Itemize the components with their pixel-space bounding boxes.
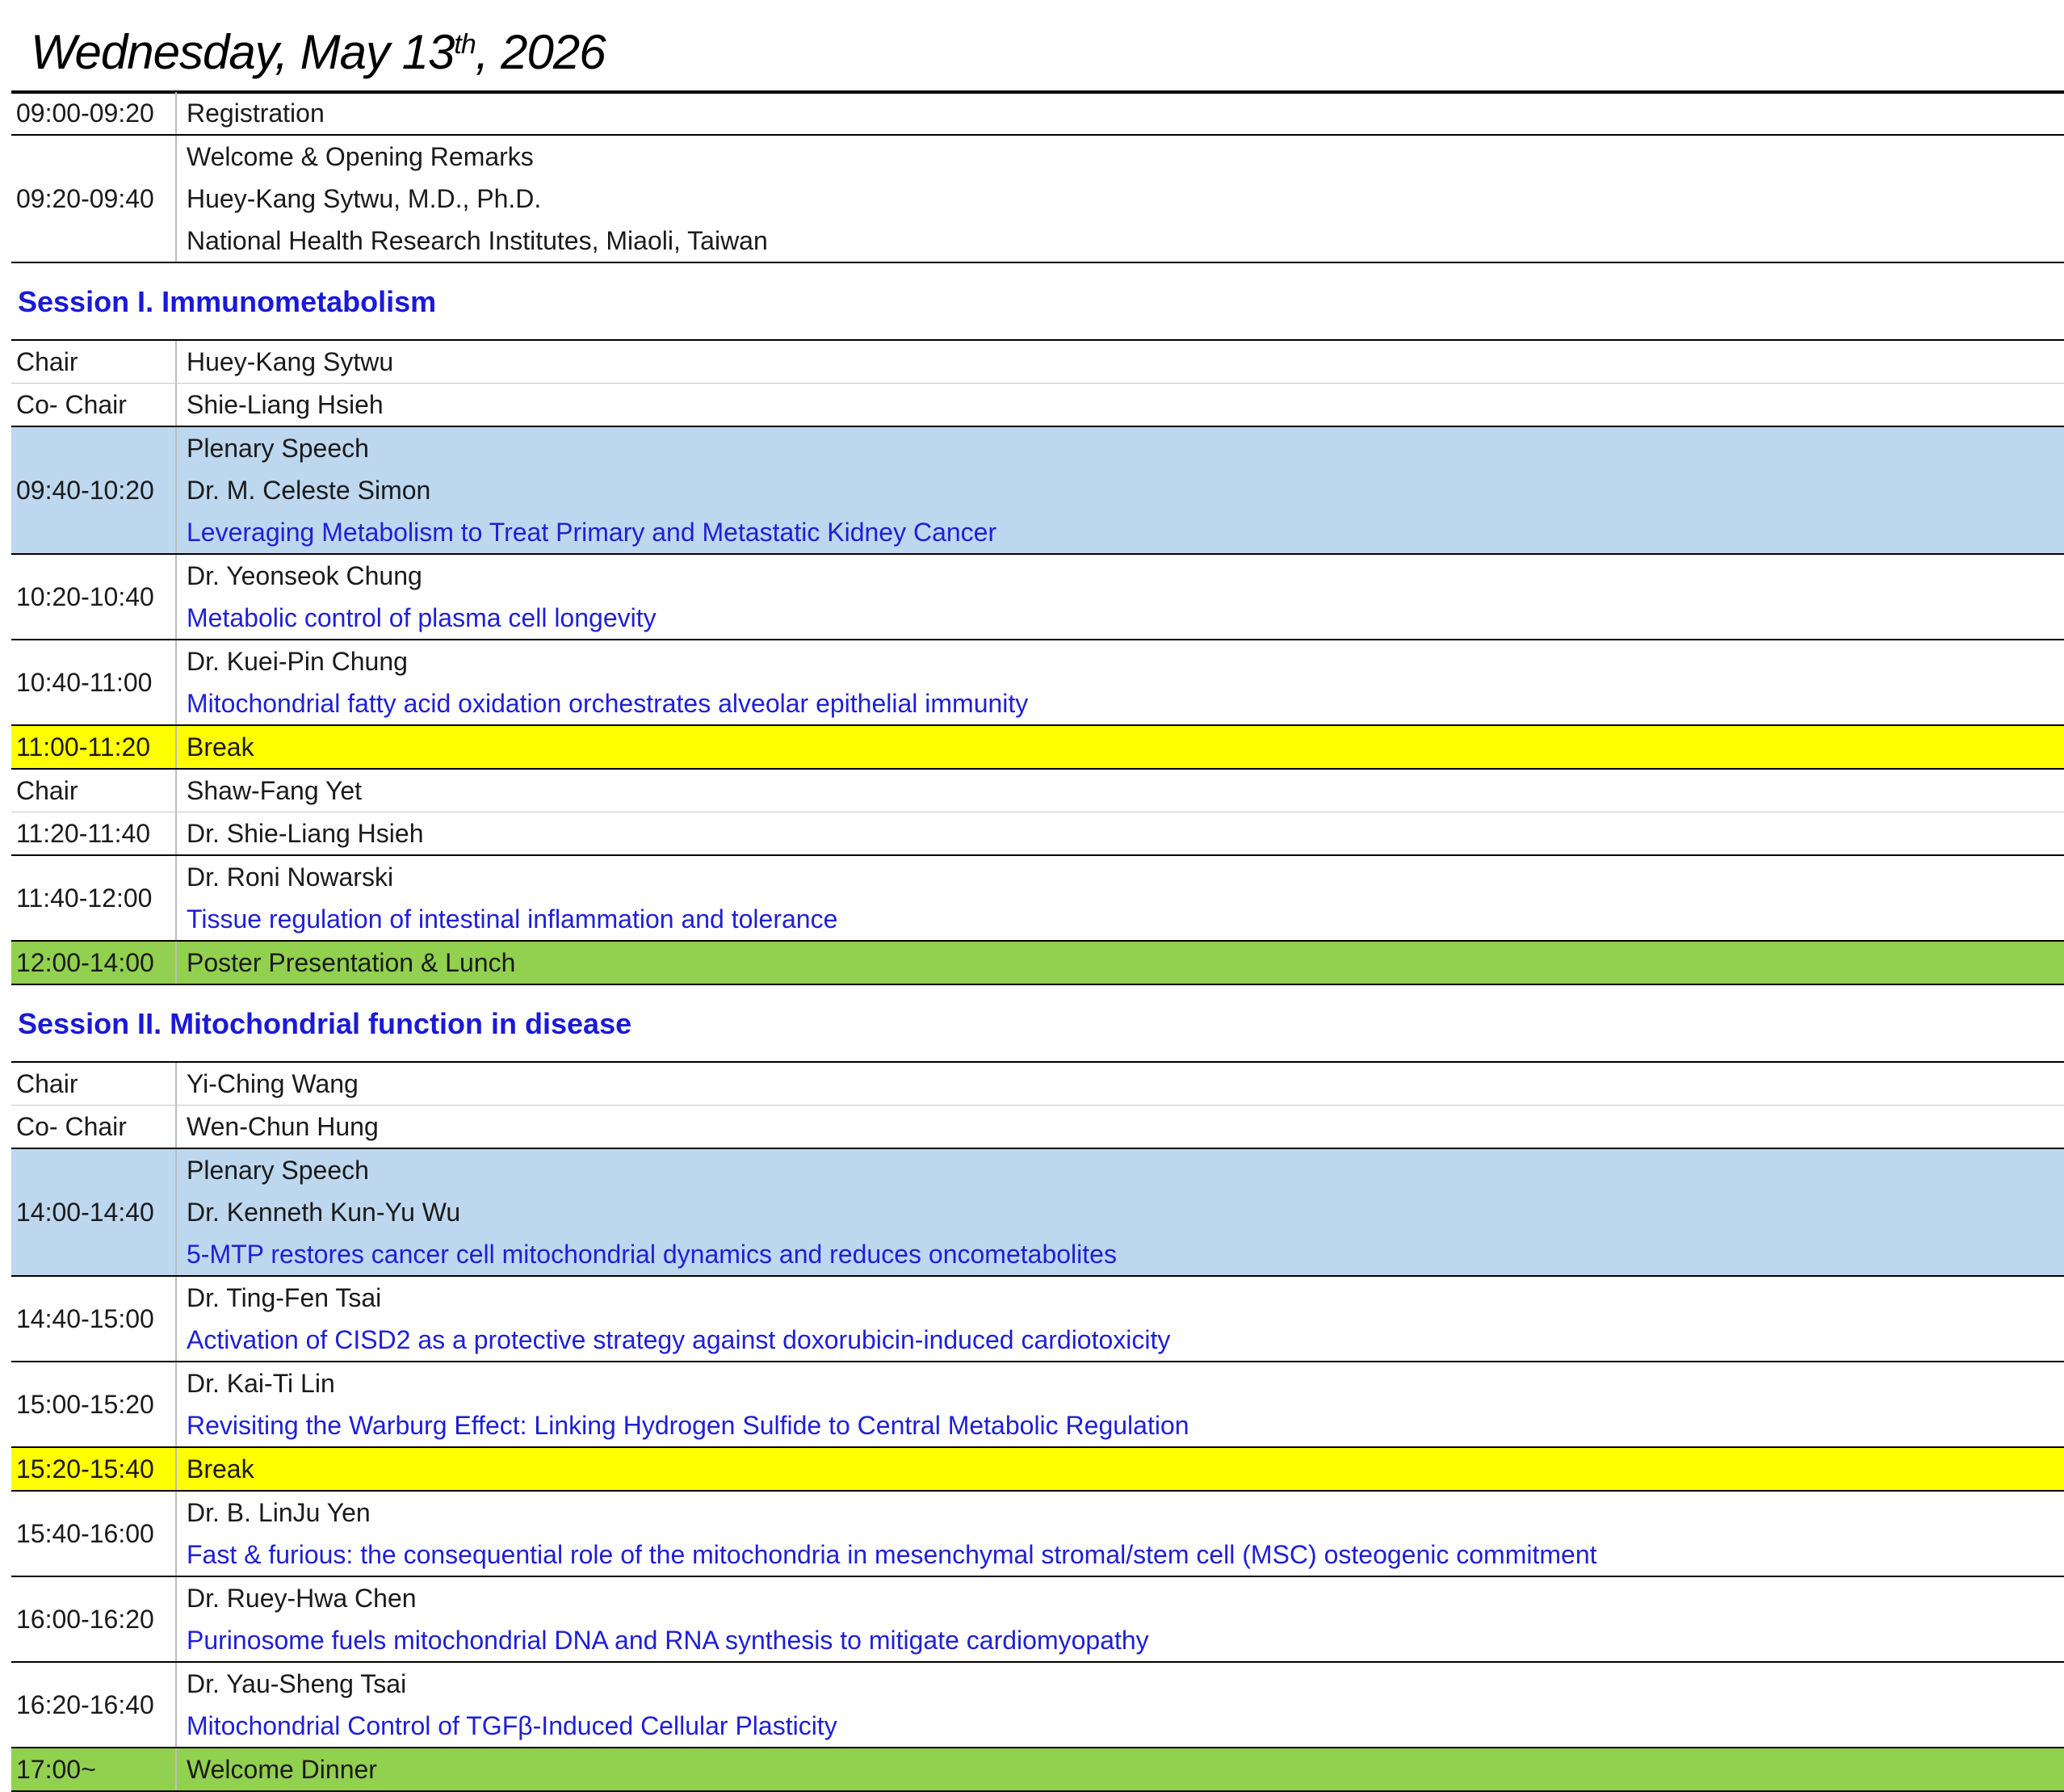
content-line: Dr. Kai-Ti Lin [187,1369,335,1398]
talk-title: Revisiting the Warburg Effect: Linking Hydrogen Sulfide to Central Metabolic Regulation [187,1411,1189,1440]
content-cell [177,812,2064,854]
plenary-row [11,1149,2064,1277]
content-line: Plenary Speech [187,1156,369,1185]
schedule-row [11,384,2064,427]
talk-title: 5-MTP restores cancer cell mitochondrial dynamics and reduces oncometabolites [187,1240,1117,1269]
content-cell [177,942,2064,984]
time-cell: 09:40-10:20 [11,427,177,553]
schedule-row [11,1492,2064,1577]
schedule-row [11,812,2064,856]
time-cell: Chair [11,1063,177,1105]
time-cell: 11:40-12:00 [11,856,177,940]
content-line: Poster Presentation & Lunch [187,948,516,977]
schedule-row [11,1663,2064,1748]
content-cell [177,1577,2064,1661]
content-line: Wen-Chun Hung [187,1112,379,1141]
session-heading: Session II. Mitochondrial function in disease [11,985,2064,1063]
content-line: Dr. Kuei-Pin Chung [187,647,408,676]
content-line: Huey-Kang Sytwu, M.D., Ph.D. [187,184,542,213]
time-cell: 16:20-16:40 [11,1663,177,1747]
content-cell [177,1106,2064,1148]
content-line: Dr. Ruey-Hwa Chen [187,1584,417,1613]
content-cell [177,1063,2064,1105]
content-line: Dr. Yeonseok Chung [187,561,422,590]
time-cell: 11:00-11:20 [11,726,177,768]
time-cell: 16:00-16:20 [11,1577,177,1661]
content-line: Dr. Yau-Sheng Tsai [187,1669,407,1698]
break-row [11,726,2064,770]
time-cell: 15:00-15:20 [11,1362,177,1446]
talk-title: Metabolic control of plasma cell longevity [187,603,657,632]
time-cell: 15:40-16:00 [11,1492,177,1576]
highlight-row [11,1748,2064,1792]
session-heading: Session I. Immunometabolism [11,263,2064,341]
talk-title: Mitochondrial fatty acid oxidation orchestrates alveolar epithelial immunity [187,689,1029,718]
talk-title: Tissue regulation of intestinal inflammation and tolerance [187,904,838,934]
title-tail: , 2026 [475,25,606,79]
time-cell: 17:00~ [11,1748,177,1790]
time-cell: Chair [11,341,177,383]
content-cell [177,555,2064,639]
content-cell [177,1492,2064,1576]
content-line: Dr. M. Celeste Simon [187,476,431,505]
schedule-row [11,1063,2064,1106]
content-line: Registration [187,99,325,128]
content-cell [177,384,2064,426]
title-main: Wednesday, May 13 [31,25,455,79]
schedule-row [11,770,2064,812]
schedule-row [11,555,2064,640]
content-line: Break [187,1454,254,1484]
time-cell: 10:20-10:40 [11,555,177,639]
talk-title: Leveraging Metabolism to Treat Primary and Metastatic Kidney Cancer [187,518,997,547]
schedule-row [11,856,2064,942]
schedule-table [11,92,2064,1792]
content-cell [177,136,2064,262]
content-cell [177,770,2064,812]
talk-title: Fast & furious: the consequential role of the mitochondria in mesenchymal stromal/stem cell (MSC) osteogenic commitment [187,1540,1597,1569]
content-line: Shaw-Fang Yet [187,776,363,805]
title-superscript: th [454,29,476,60]
time-cell: 09:00-09:20 [11,92,177,134]
content-line: Dr. Ting-Fen Tsai [187,1283,382,1312]
content-cell [177,1149,2064,1275]
content-line: Dr. Shie-Liang Hsieh [187,819,424,848]
schedule-row [11,640,2064,726]
schedule-row [11,92,2064,136]
content-cell [177,1663,2064,1747]
schedule-row [11,136,2064,263]
content-cell [177,427,2064,553]
content-line: Welcome & Opening Remarks [187,142,534,171]
time-cell: 09:20-09:40 [11,136,177,262]
talk-title: Purinosome fuels mitochondrial DNA and RNA synthesis to mitigate cardiomyopathy [187,1626,1149,1655]
content-cell [177,1362,2064,1446]
talk-title: Mitochondrial Control of TGFβ-Induced Cellular Plasticity [187,1711,837,1740]
plenary-row [11,427,2064,555]
time-cell: 11:20-11:40 [11,812,177,854]
content-line: Yi-Ching Wang [187,1069,359,1098]
content-line: National Health Research Institutes, Miaoli, Taiwan [187,226,768,255]
time-cell: Co- Chair [11,384,177,426]
content-cell [177,1748,2064,1790]
break-row [11,1448,2064,1492]
content-line: Dr. Kenneth Kun-Yu Wu [187,1198,461,1227]
time-cell: Chair [11,770,177,812]
content-cell [177,640,2064,724]
content-cell [177,1448,2064,1490]
schedule-row [11,1106,2064,1149]
time-cell: 14:00-14:40 [11,1149,177,1275]
talk-title: Activation of CISD2 as a protective strategy against doxorubicin-induced cardiotoxicity [187,1325,1171,1354]
content-line: Break [187,732,254,762]
content-line: Plenary Speech [187,434,369,463]
content-cell [177,856,2064,940]
schedule-row [11,1277,2064,1362]
time-cell: 15:20-15:40 [11,1448,177,1490]
content-line: Welcome Dinner [187,1755,377,1784]
content-line: Dr. Roni Nowarski [187,862,394,892]
page-title [31,24,606,80]
schedule-row [11,341,2064,384]
time-cell: 14:40-15:00 [11,1277,177,1361]
content-line: Huey-Kang Sytwu [187,347,394,376]
content-cell [177,341,2064,383]
schedule-row [11,1362,2064,1448]
time-cell: 12:00-14:00 [11,942,177,984]
content-cell [177,726,2064,768]
highlight-row [11,942,2064,985]
schedule-row [11,1577,2064,1663]
content-cell [177,1277,2064,1361]
content-cell [177,92,2064,134]
time-cell: 10:40-11:00 [11,640,177,724]
time-cell: Co- Chair [11,1106,177,1148]
content-line: Shie-Liang Hsieh [187,390,384,419]
content-line: Dr. B. LinJu Yen [187,1498,371,1527]
